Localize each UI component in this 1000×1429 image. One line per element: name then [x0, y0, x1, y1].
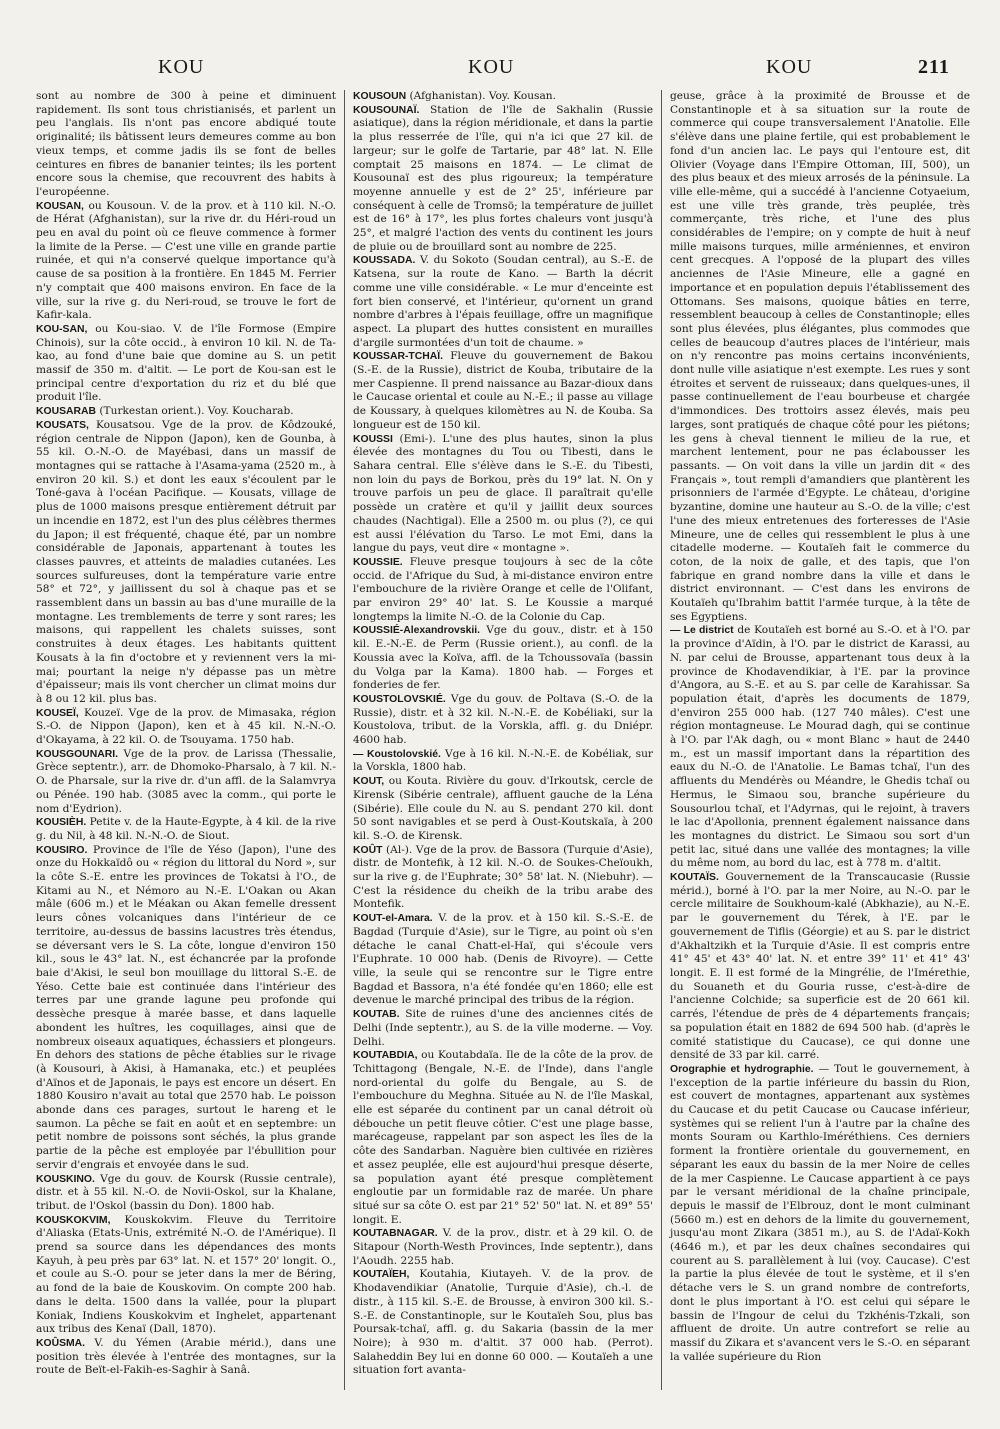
entry-headword: KOUTABNAGAR. — [353, 1228, 438, 1240]
dictionary-entry — [353, 556, 653, 625]
dictionary-entry — [670, 90, 970, 624]
entry-text: ou Kou-siao. V. de l'île Formose (Empire Chinois), sur la côte occid., à environ 10 kil. N. de Ta-kao, au fond d'une baie que domine au S. un petit massif de 350 m. d'altit. — Le port de Kou-san est le principal centre d'exportation du riz et du blé que produit l'île. — [36, 322, 336, 404]
entry-text: V. de la prov. et à 150 kil. S.-S.-E. de Bagdad (Turquie d'Asie), sur le Tigre, au point où s'en détache le canal Chatt-el-Haï, qui s'écoule vers l'Euphrate. 10 000 hab. (Denis de Rivoyre). — Cette ville, la seule qui se rencontre sur le Tigre entre Bagdad et Bassora, n'a été fondée qu'en 1860; elle est devenue le marché principal des tribus de la région. — [353, 912, 653, 1007]
entry-text: Vge du gouv. de Koursk (Russie centrale), distr. et à 55 kil. N.-O. de Novii-Oskol, sur la Khalane, tribut. de l'Oskol (bassin du Don). 1800 hab. — [36, 1172, 336, 1212]
dictionary-entry — [36, 323, 336, 405]
entry-headword: KOUSSIE. — [353, 556, 403, 568]
entry-headword: KOUTAB. — [353, 1009, 400, 1021]
entry-headword: KOUSOUN — [353, 91, 407, 102]
running-head-right: KOU — [766, 56, 813, 78]
dictionary-entry — [353, 1008, 653, 1049]
entry-text: Fleuve presque toujours à sec de la côte occid. de l'Afrique du Sud, à mi-distance environ entre l'embouchure de la rivière Orange et celle de l'Olifant, par environ 29° 40' lat. S. Le Koussie a marqué longtemps la limite N.-O. de la Colonie du Cap. — [353, 555, 653, 623]
entry-headword: KOUTABDIA, — [353, 1050, 418, 1062]
entry-text: (Afghanistan). Voy. Kousan. — [409, 90, 556, 102]
dictionary-entry — [353, 1227, 653, 1268]
entry-headword: KOÛT — [353, 844, 383, 856]
entry-headword: KOU-SAN, — [36, 323, 88, 335]
column-2 — [344, 90, 661, 1390]
dictionary-entry — [36, 90, 336, 200]
entry-text: Kouskokvim. Fleuve du Territoire d'Aliaska (Etats-Unis, extrémité N.-O. de l'Amérique). Il prend sa source dans les dépendances des monts Kayuh, à peu près par 63° lat. N. et 157° 20' longit. O., et coule au S.-O. pour se jeter dans la mer de Béring, au fond de la baie de Kouskovim. On compte 200 hab. dans le delta. 1500 dans la vallée, pour la plupart Koniak, Indiens Kouskokvim et Inghelet, appartenant aux tribus des Kenaï (Dall, 1870). — [36, 1213, 336, 1336]
dictionary-entry — [353, 433, 653, 556]
dictionary-entry — [353, 693, 653, 748]
entry-text: Station de l'île de Sakhalin (Russie asiatique), dans la région méridionale, et dans la partie la plus resserrée de l'île, qui n'a ici que 27 kil. de largeur; sur le golfe de Tartarie, par 48° lat. N. Elle comptait 25 maisons en 1874. — Le climat de Kousounaï est des plus rigoureux; la température moyenne annuelle y est de 2° 25', inférieure par conséquent à celle de Tromsö; la température de juillet est de 16° à 17°, les plus fortes chaleurs vont jusqu'à 25°, et malgré l'action des vents du continent les jours de pluie ou de brouillard sont au nombre de 225. — [353, 103, 654, 253]
entry-text: Kouzeï. Vge de la prov. de Mimasaka, région S.-O. de Nippon (Japon), ken et à 45 kil. N.-N.-O. d'Okayama, à 22 kil. O. de Tsouyama. 1750 hab. — [36, 706, 336, 747]
entry-text: — Tout le gouvernement, à l'exception de la partie inférieure du bassin du Rion, est couvert de montagnes, appartenant aux systèmes du Caucase et du petit Caucase ou Caucase inférieur, systèmes qui se relient l'un à l'autre par la chaîne des monts Souram ou Karthlo-Iméréthiens. Ces derniers forment la frontière orientale du gouvernement, en séparant les eaux du bassin de la mer Noire de celles de la mer Caspienne. Le Caucase appartient à ce pays par le versant méridional de la chaîne principale, depuis le massif de l'Elbrouz, dont le mont culminant (5660 m.) est en dehors de la limite du gouvernement, jusqu'au mont Zikara (3851 m.), au S. de l'Adaï-Kokh (4646 m.), et par les deux chaînes secondaires qui courent au S. parallèlement à lui (voy. Caucase). C'est la partie la plus élevée de tout le système, et il s'en détache vers le S. un grand nombre de contreforts, dont le plus important à l'O. est celui qui sépare le bassin de l'Ingour de celui du Tzkhénis-Tzkali, son affluent de droite. Un autre contrefort se relie au massif du Zikara et s'avancent vers le S.-O. en séparant la vallée supérieure du Rion — [670, 1062, 970, 1363]
dictionary-entry — [670, 624, 970, 871]
entry-text: Fleuve du gouvernement de Bakou (S.-E. de la Russie), district de Kouba, tributaire de la mer Caspienne. Il prend naissance au Bazar-dioux dans le Caucase oriental et coule au N.-E.; il passe au village de Koussary, à quelques kilomètres au N. de Kouba. Sa longueur est de 150 kil. — [353, 350, 653, 431]
dictionary-entry — [353, 90, 653, 104]
entry-headword: KOUSGOUNARI. — [36, 748, 118, 760]
entry-headword: — Le district — [670, 625, 734, 637]
entry-headword: KOUSKOKVIM, — [36, 1214, 111, 1226]
entry-headword: KOUSARAB — [36, 406, 97, 418]
entry-text: Vge à 16 kil. N.-N.-E. de Kobéliak, sur la Vorskla, 1800 hab. — [353, 747, 654, 774]
dictionary-entry — [36, 844, 336, 1173]
page-number: 211 — [918, 56, 950, 78]
dictionary-entry — [670, 1063, 970, 1364]
entry-headword: KOUT-el-Amara. — [353, 913, 433, 925]
dictionary-entry — [36, 1173, 336, 1214]
entry-headword: KOUSAN, — [36, 200, 84, 212]
dictionary-entry — [353, 775, 653, 844]
entry-headword: KOUSSAR-TCHAÏ. — [353, 351, 444, 363]
dictionary-page — [28, 52, 984, 1402]
entry-headword: KOUTAÏS. — [670, 872, 719, 884]
entry-text: V. du Yémen (Arabie mérid.), dans une position très élevée à l'entrée des montagnes, sur la route de Beït-el-Fakih-es-Saghir à Sanâ. — [36, 1336, 336, 1377]
dictionary-entry — [36, 405, 336, 419]
running-head-middle: KOU — [468, 56, 515, 78]
entry-headword: KOUT, — [353, 776, 385, 788]
entry-text: (Emi-). L'une des plus hautes, sinon la plus élevée des montagnes du Tou ou Tibesti, dans le Sahara central. Elle s'élève dans le S.-E. du Tibesti, non loin du pays de Borkou, près du 19° lat. N. On y trouve parfois un peu de glace. Il paraîtrait qu'elle possède un cratère et qu'il y jaillit deux sources chaudes (Nachtigal). Elle a 2500 m. ou plus (?), ce qui est aussi l'élévation du Tarso. Le mot Emi, dans la langue du pays, veut dire « montagne ». — [353, 432, 653, 555]
text-columns — [28, 90, 984, 1390]
entry-text: de Koutaïeh est borné au S.-O. et à l'O. par la province d'Aïdin, à l'O. par le district de Karassi, au N. par celui de Brousse, appartenant tous deux à la province de Khodavendikiar, à l'E. par la province d'Angora, au S.-E. et au S. par celle de Karahissar. Sa population était, d'après les documents de 1879, d'environ 255 000 hab. (127 740 mâles). C'est une région montagneuse. Le Mourad dagh, qui se continue à l'O. par l'Ak dagh, ou « mont Blanc » haut de 2440 m., est un massif important dans la répartition des eaux du N.-O. de l'Anatolie. Le Bamas tchaï, l'un des affluents du Mendérès ou Méandre, le Ghedis tchaï ou Hermus, le Simaou sou, branche supérieure du Sousourlou tchaï, et l'Adyrnas, qui le rejoint, à travers le lac d'Apollonia, prennent également naissance dans les montagnes du district. Le Simaou sou sort d'un petit lac, situé dans une vallée des montagnes; la ville du même nom, au bord du lac, est à 778 m. d'altit. — [670, 624, 971, 870]
dictionary-entry — [353, 104, 653, 255]
entry-text: V. du Sokoto (Soudan central), au S.-E. de Katsena, sur la route de Kano. — Barth la décrit comme une ville considérable. « Le mur d'enceinte est fort bien conservé, et l'intérieur, qu'ornent un grand nombre d'arbres à l'épais feuillage, offre un magnifique aspect. La plupart des huttes consistent en murailles d'argile surmontées d'un toit de chaume. » — [353, 254, 653, 349]
column-1 — [28, 90, 344, 1390]
entry-text: geuse, grâce à la proximité de Brousse et de Constantinople et à sa situation sur la route de commerce qui coupe transversalement l'Anatolie. Elle s'élève dans une plaine fertile, qui est probablement le fond d'un ancien lac. Le pays qui l'entoure est, dit Olivier (Voyage dans l'Empire Ottoman, III, 500), un des plus beaux et des mieux arrosés de la péninsule. La ville elle-même, qui a succédé à l'ancienne Cotyaeium, est une ville très grande, très peuplée, très commerçante, très riche, et l'une des plus considérables de l'empire; on y compte de huit à neuf mille maisons turques, mille arméniennes, et environ cent grecques. A l'opposé de la plupart des villes anciennes de l'Asie Mineure, elle a gagné en importance et en population depuis l'établissement des Ottomans. Ses maisons, quoique bâties en terre, ressemblent beaucoup à celles de Constantinople; elles sont plus élevées, plus élégantes, plus commodes que celles de beaucoup d'autres places de l'intérieur, mais on n'y rencontre pas moins certains inconvénients, dont nulle ville asiatique n'est exempte. Les rues y sont étroites et servent de ruisseaux; dans quelques-unes, il passe continuellement de l'eau bourbeuse et chargée d'immondices. Des trottoirs assez élevés, mais peu larges, sont pratiqués de chaque côté pour les piétons; les gens à cheval tiennent le milieu de la rue, et marchent lentement, pour ne pas éclabousser les passants. — On voit dans la ville un jardin dit « des Français », tout rempli d'amandiers que plantèrent les prisonniers de l'armée d'Egypte. Le château, d'origine byzantine, domine une hauteur au S.-O. de la ville; c'est l'une des mieux entretenues des forteresses de l'Asie Mineure, une de celles qui ressemblent le plus à une citadelle moderne. — Koutaïeh fait le commerce du coton, de la noix de galle, et des tapis, que l'on fabrique en grand nombre dans la ville et dans le district environnant. — C'est dans les environs de Koutaïeh qu'Ibrahim battit l'armée turque, à la tête de ses Egyptiens. — [670, 90, 970, 623]
entry-text: Site de ruines d'une des anciennes cités de Delhi (Inde septentr.), au S. de la ville moderne. — Voy. Delhi. — [353, 1008, 653, 1048]
entry-headword: — Koustolovskié. — [353, 748, 441, 760]
dictionary-entry — [36, 816, 336, 843]
entry-text: ou Kouta. Rivière du gouv. d'Irkoutsk, cercle de Kirensk (Sibérie centrale), affluent gauche de la Léna (Sibérie). Elle coule du N. au S. pendant 270 kil. dont 50 sont navigables et se perd à Oust-Koutskaïa, à 200 kil. S.-O. de Kirensk. — [353, 775, 653, 842]
entry-text: ou Koutabdaïa. Ile de la côte de la prov. de Tchittagong (Bengale, N.-E. de l'Inde), dans l'angle nord-oriental du golfe du Bengale, au S. de l'embouchure du Meghna. Située au N. de l'île Maskal, elle est séparée du continent par un canal détroit où débouche un petit fleuve côtier. C'est une plage basse, marécageuse, rappelant par son aspect les îles de la côte des Sandarban. Naguère bien cultivée en rizières et assez peuplée, elle est aujourd'hui presque déserte, sa population ayant été presque complètement engloutie par un formidable raz de marée. Un phare situé sur sa côte O. est par 21° 52' 50" lat. N. et 89° 55' longit. E. — [353, 1049, 654, 1226]
entry-headword: KOÛSMA. — [36, 1337, 86, 1349]
dictionary-entry — [36, 1337, 336, 1378]
dictionary-entry — [36, 419, 336, 707]
dictionary-entry — [353, 624, 653, 693]
entry-headword: KOUSKINO. — [36, 1173, 95, 1185]
entry-headword: KOUSSIÉ-Alexandrovskii. — [353, 625, 481, 637]
dictionary-entry — [36, 1214, 336, 1337]
entry-text: Province de l'île de Yéso (Japon), l'une des onze du Hokkaïdô ou « région du littoral du Nord », sur la côte S.-E. entre les provinces de Tokatsi à l'O., de Kitami au N., et Némoro au N.-E. L'Oakan ou Akan mâle (606 m.) et le Méakan ou Akan femelle dressent leurs cônes volcaniques dans l'intérieur de ce territoire, au-dessus de bassins lacustres très étendus, se déversant vers le S. La côte, longue d'environ 150 kil., sous le 43° lat. N., est échancrée par la profonde baie d'Akisi, le seul bon mouillage du littoral S.-E. de Yéso. Cette baie est continuée dans l'intérieur des terres par une grande lagune peu profonde qui dessèche presque à marée basse, et dans laquelle abondent les huîtres, les coquillages, ainsi que de nombreux oiseaux aquatiques, échassiers et plongeurs. En dehors des stations de pêche établies sur le rivage (à Kousouri, à Akisi, à Hamanaka, etc.) et peuplées d'Aïnos et de Japonais, le pays est encore un désert. En 1880 Kousiro n'avait au total que 2570 hab. Le poisson abonde dans ces parages, surtout le hareng et le saumon. La pêche se fait en août et en septembre: un petit nombre de poissons sont séchés, la plus grande partie de la pêche est employée par l'ébullition pour servir d'engrais et envoyée dans le sud. — [36, 843, 336, 1171]
entry-text: Petite v. de la Haute-Egypte, à 4 kil. de la rive g. du Nil, à 48 kil. N.-N.-O. de Siout. — [36, 816, 336, 842]
entry-headword: Orographie et hydrographie. — [670, 1063, 814, 1075]
dictionary-entry — [353, 748, 653, 775]
entry-text: (Al-). Vge de la prov. de Bassora (Turquie d'Asie), distr. de Montefik, à 12 kil. N.-O. de Soukes-Cheïoukh, sur la rive g. de l'Euphrate; 30° 58' lat. N. (Niebuhr). — C'est la résidence du cheikh de la tribu arabe des Montefik. — [353, 843, 653, 911]
entry-headword: KOUSTOLOVSKIÉ. — [353, 693, 446, 705]
entry-headword: KOUSIÈH. — [36, 817, 87, 829]
dictionary-entry — [670, 871, 970, 1063]
entry-headword: KOUSSADA. — [353, 255, 416, 267]
dictionary-entry — [353, 912, 653, 1008]
column-3 — [661, 90, 978, 1390]
entry-text: Vge de la prov. de Larissa (Thessalie, Grèce septentr.), arr. de Dhomoko-Pharsalo, à 7 kil. N.-O. de Pharsale, sur la rive dr. d'un affl. de la Salamvrya ou Pénée. 190 hab. (3085 avec la comm., qui porte le nom d'Eydrion). — [36, 747, 336, 815]
dictionary-entry — [353, 350, 653, 432]
entry-text: Gouvernement de la Transcaucasie (Russie mérid.), borné à l'O. par la mer Noire, au N.-O. par le cercle militaire de Soukhoum-kalé (Abkhazie), au N.-E. par le gouvernement du Térek, à l'E. par le gouvernement de Tiflis (Géorgie) et au S. par le district d'Akhaltzikh et la Turquie d'Asie. Il est compris entre 41° 45' et 43° 40' lat. N. et entre 39° 11' et 41° 43' longit. E. Il est formé de la Mingrélie, de l'Imérethie, du Souaneth et du Gouria russe, c'est-à-dire de l'ancienne Colchide; sa superficie est de 20 661 kil. carrés, l'étendue de près de 4 départements français; sa population était en 1882 de 694 500 hab. (d'après le comité statistique du Caucase), ce qui donne une densité de 33 par kil. carré. — [670, 871, 970, 1062]
dictionary-entry — [353, 1268, 653, 1378]
dictionary-entry — [353, 254, 653, 350]
dictionary-entry — [353, 1049, 653, 1227]
dictionary-entry — [353, 844, 653, 913]
running-head-left: KOU — [158, 56, 205, 78]
entry-headword: KOUTAÏEH, — [353, 1269, 410, 1281]
page-header — [28, 52, 984, 88]
entry-text: sont au nombre de 300 à peine et diminuent rapidement. Ils sont tous christianisés, et parlent un peu l'anglais. Ils n'ont pas encore abdiqué toute originalité; ils bâtissent leurs demeures comme au bon vieux temps, et comme jadis ils se font de belles ceintures en fibres de bananier teintes; ils les portent encore sous la chemise, que recouvrent des habits à l'européenne. — [36, 90, 336, 198]
dictionary-entry — [36, 748, 336, 817]
entry-text: V. de la prov., distr. et à 29 kil. O. de Sitapour (North-Westh Provinces, Inde septentr.), dans l'Aoudh. 2255 hab. — [353, 1227, 654, 1267]
entry-headword: KOUSIRO. — [36, 844, 88, 856]
dictionary-entry — [36, 707, 336, 748]
entry-text: Vge du gouv. de Poltava (S.-O. de la Russie), distr. et à 32 kil. N.-N.-E. de Kobéliaki, sur la Koustolova, tribut. de la Vorskla, affl. g. du Dniépr. 4600 hab. — [353, 692, 653, 747]
entry-headword: KOUSSI — [353, 433, 393, 445]
entry-headword: KOUSEÏ, — [36, 707, 79, 719]
entry-text: (Turkestan orient.). Voy. Koucharab. — [99, 405, 294, 418]
entry-text: ou Kousoun. V. de la prov. et à 110 kil. N.-O. de Hérat (Afghanistan), sur la rive dr. du Héri-roud un peu en aval du point où ce fleuve commence à former la limite de la Perse. — C'est une ville en grande partie ruinée, et qui n'a conservé quelque importance qu'à cause de sa position à la frontière. En 1845 M. Ferrier n'y comptait que 400 maisons environ. En face de la ville, sur la rive g. du Neri-roud, se trouve le fort de Kafir-kala. — [36, 199, 336, 322]
entry-text: Vge du gouv., distr. et à 150 kil. E.-N.-E. de Perm (Russie orient.), au confl. de la Koussia avec la Koïva, affl. de la Tchoussovaïa (bassin du Volga par la Kama). 1800 hab. — Forges et fonderies de fer. — [353, 624, 653, 692]
dictionary-entry — [36, 200, 336, 323]
entry-headword: KOUSOUNAÏ. — [353, 104, 420, 116]
entry-headword: KOUSATS, — [36, 419, 89, 431]
entry-text: Koutahia, Kiutayeh. V. de la prov. de Khodavendikiar (Anatolie, Turquie d'Asie), ch.-l. de distr., à 115 kil. S.-E. de Brousse, à environ 300 kil. S.-S.-E. de Constantinople, sur le Koutaïeh Sou, plus bas Poursak-tchaï, affl. g. du Sakaria (bassin de la mer Noire); à 930 m. d'altit. 37 000 hab. (Perrot). Salaheddin Bey lui en donne 60 000. — Koutaïeh a une situation fort avanta- — [353, 1268, 653, 1377]
entry-text: Kousatsou. Vge de la prov. de Kôdzouké, région centrale de Nippon (Japon), ken de Gounba, à 55 kil. O.-N.-O. de Mayébasi, dans un massif de montagnes qui se rattache à l'Asama-yama (2520 m., à environ 20 kil. S.) et dont les eaux s'écoulent par le Toné-gava à l'océan Pacifique. — Kousats, village de plus de 1000 maisons presque entièrement détruit par un incendie en 1872, est l'un des plus célèbres thermes du Japon; il est fréquenté, chaque été, par un nombre considérable de Japonais, appartenant à toutes les classes pauvres, et atteints de maladies cutanées. Les sources sulfureuses, dont la température varie entre 58° et 72°, y jaillissent du sol à chaque pas et se rassemblent dans un bassin au bas d'une muraille de la montagne. Les tremblements de terre y sont rares; les maisons, qui rappellent les chalets suisses, sont construites à deux étages. Les habitants quittent Kousats à la fin d'octobre et y reviennent vers la mi-mai; pourtant la neige n'y dépasse pas un mètre d'épaisseur; mais ils vont chercher un climat moins dur à 8 ou 12 kil. plus bas. — [36, 418, 336, 705]
